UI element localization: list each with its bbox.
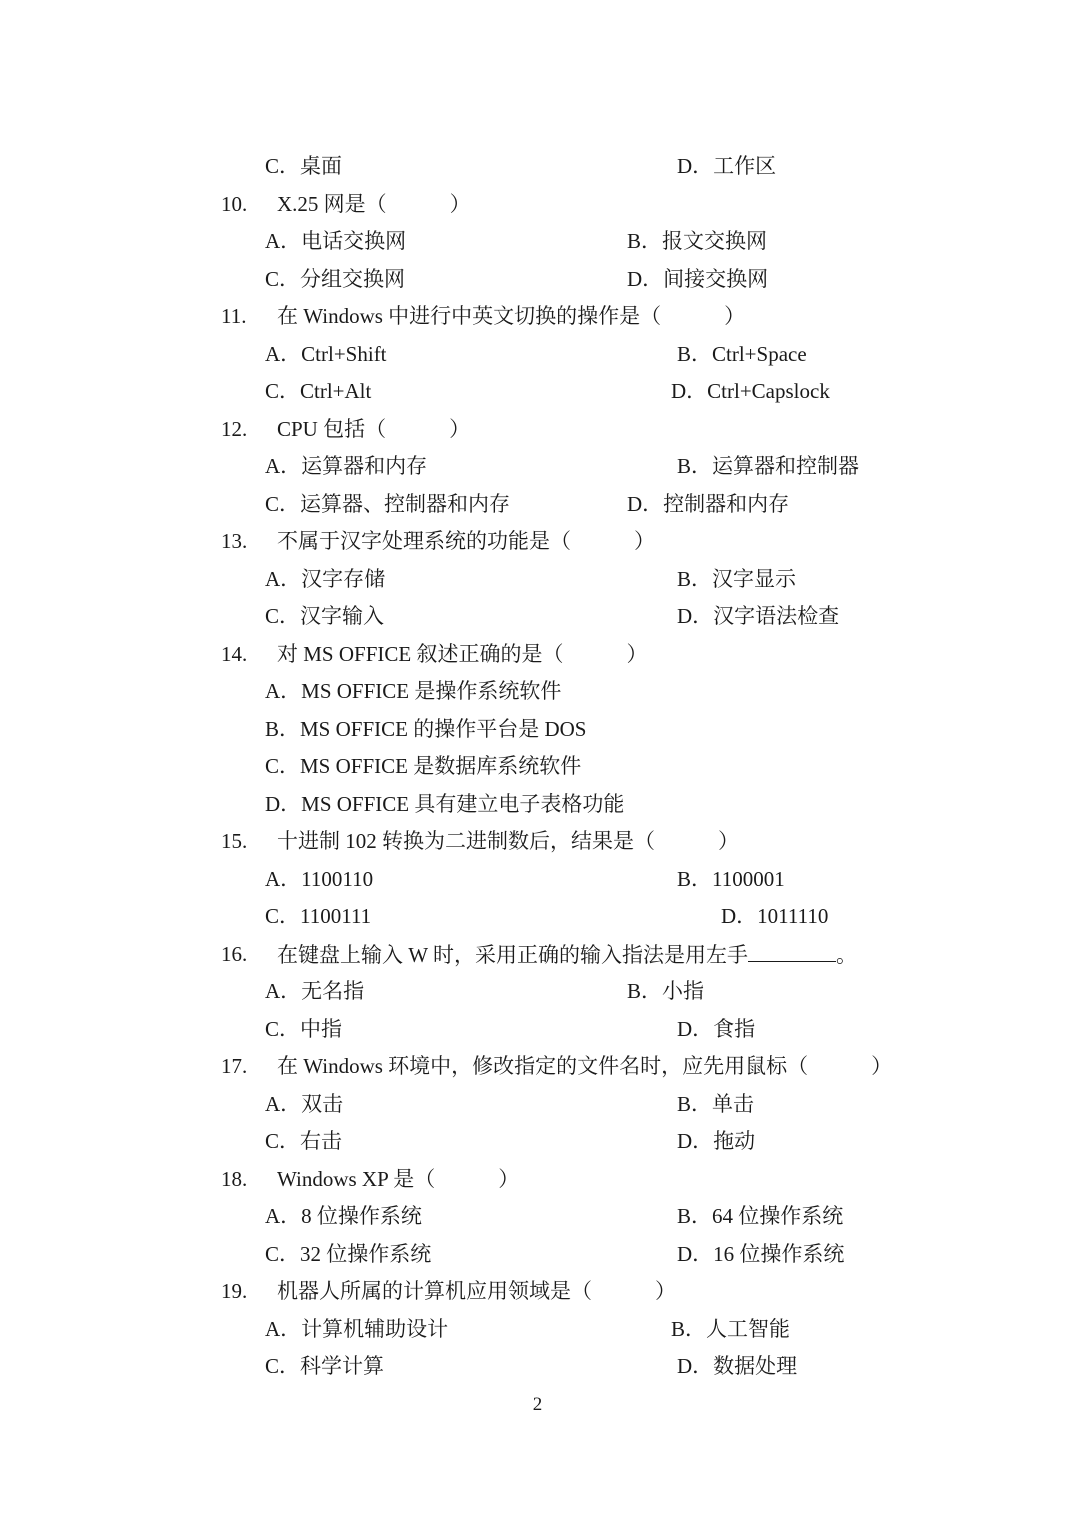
q15-option-d: D．1011110 <box>721 904 829 928</box>
q16-number: 16. <box>221 942 248 966</box>
q12-number: 12. <box>221 417 248 441</box>
q14-option-a: A．MS OFFICE 是操作系统软件 <box>265 679 562 703</box>
q11-text: 在 Windows 中进行中英文切换的操作是（ ） <box>277 304 746 328</box>
q13-number: 13. <box>221 529 248 553</box>
q12-text: CPU 包括（ ） <box>277 417 471 441</box>
q13-option-d: D．汉字语法检查 <box>677 604 840 628</box>
q19-option-d: D．数据处理 <box>677 1354 798 1378</box>
q12-option-a: A．运算器和内存 <box>265 454 428 478</box>
q16-answer-blank <box>748 941 836 962</box>
q16-text: 在键盘上输入 W 时，采用正确的输入指法是用左手 <box>277 943 748 967</box>
q16-option-c: C．中指 <box>265 1017 343 1041</box>
q11-number: 11. <box>221 304 247 328</box>
q10-option-c: C．分组交换网 <box>265 267 406 291</box>
q19-option-c: C．科学计算 <box>265 1354 385 1378</box>
q13-option-b: B．汉字显示 <box>677 567 797 591</box>
q10-option-d: D．间接交换网 <box>627 267 769 291</box>
q12-option-b: B．运算器和控制器 <box>677 454 860 478</box>
q16-text-line <box>277 941 857 967</box>
q17-option-b: B．单击 <box>677 1092 755 1116</box>
q10-option-b: B．报文交换网 <box>627 229 768 253</box>
q15-option-a: A．1100110 <box>265 867 374 891</box>
q14-option-c: C．MS OFFICE 是数据库系统软件 <box>265 754 582 778</box>
q19-text: 机器人所属的计算机应用领域是（ ） <box>277 1279 676 1303</box>
q9-option-c: C．桌面 <box>265 154 343 178</box>
q17-option-c: C．右击 <box>265 1129 343 1153</box>
q11-option-c: C．Ctrl+Alt <box>265 379 372 403</box>
q19-option-a: A．计算机辅助设计 <box>265 1317 449 1341</box>
q14-option-b: B．MS OFFICE 的操作平台是 DOS <box>265 717 587 741</box>
q16-option-b: B．小指 <box>627 979 705 1003</box>
q14-option-d: D．MS OFFICE 具有建立电子表格功能 <box>265 792 625 816</box>
q15-option-b: B．1100001 <box>677 867 785 891</box>
q15-option-c: C．1100111 <box>265 904 372 928</box>
q17-text: 在 Windows 环境中，修改指定的文件名时，应先用鼠标（ ） <box>277 1054 893 1078</box>
q17-option-a: A．双击 <box>265 1092 344 1116</box>
q14-number: 14. <box>221 642 248 666</box>
q10-number: 10. <box>221 192 248 216</box>
q18-text: Windows XP 是（ ） <box>277 1167 520 1191</box>
q10-option-a: A．电话交换网 <box>265 229 407 253</box>
q16-option-a: A．无名指 <box>265 979 365 1003</box>
q18-option-c: C．32 位操作系统 <box>265 1242 432 1266</box>
q17-option-d: D．拖动 <box>677 1129 756 1153</box>
q12-option-c: C．运算器、控制器和内存 <box>265 492 511 516</box>
q18-option-a: A．8 位操作系统 <box>265 1204 422 1228</box>
q18-number: 18. <box>221 1167 248 1191</box>
q9-option-d: D．工作区 <box>677 154 777 178</box>
q11-option-b: B．Ctrl+Space <box>677 342 807 366</box>
q13-option-c: C．汉字输入 <box>265 604 385 628</box>
q13-option-a: A．汉字存储 <box>265 567 386 591</box>
q15-text: 十进制 102 转换为二进制数后，结果是（ ） <box>277 829 739 853</box>
q12-option-d: D．控制器和内存 <box>627 492 790 516</box>
q16-option-d: D．食指 <box>677 1017 756 1041</box>
q14-text: 对 MS OFFICE 叙述正确的是（ ） <box>277 642 648 666</box>
q19-number: 19. <box>221 1279 248 1303</box>
q10-text: X.25 网是（ ） <box>277 192 471 216</box>
q19-option-b: B．人工智能 <box>671 1317 791 1341</box>
q18-option-b: B．64 位操作系统 <box>677 1204 844 1228</box>
q11-option-d: D．Ctrl+Capslock <box>671 379 830 403</box>
q15-number: 15. <box>221 829 248 853</box>
q13-text: 不属于汉字处理系统的功能是（ ） <box>277 529 655 553</box>
q17-number: 17. <box>221 1054 248 1078</box>
q18-option-d: D．16 位操作系统 <box>677 1242 845 1266</box>
q11-option-a: A．Ctrl+Shift <box>265 342 387 366</box>
page-number: 2 <box>532 1394 543 1415</box>
q16-text-tail: 。 <box>835 943 857 967</box>
